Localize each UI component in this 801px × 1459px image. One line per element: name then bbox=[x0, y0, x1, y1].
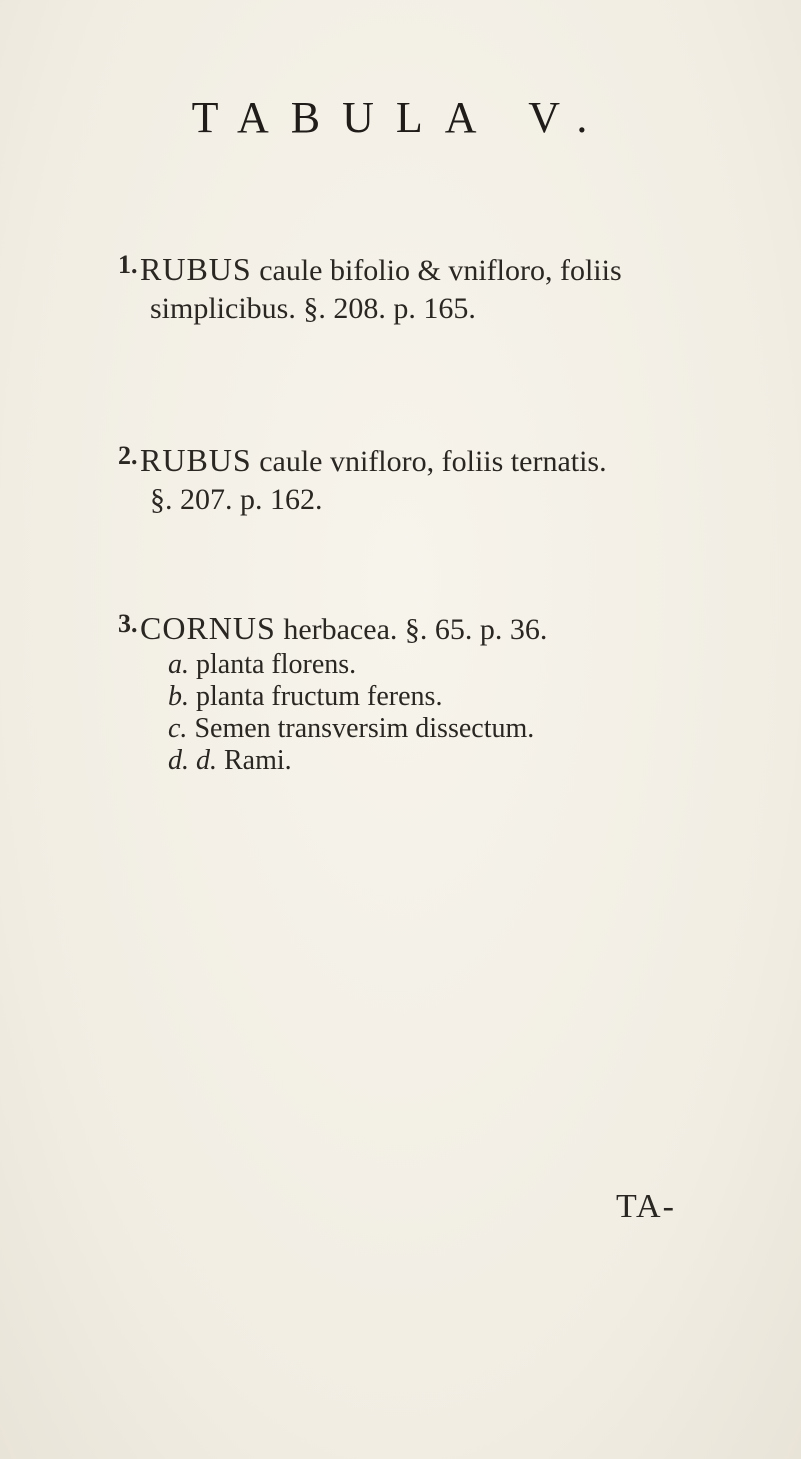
entry-line bbox=[140, 250, 622, 290]
plate-title: TABULA V. bbox=[191, 93, 610, 142]
entry-3 bbox=[118, 609, 548, 777]
entry-reference: simplicibus. §. 208. p. 165. bbox=[150, 292, 476, 325]
entry-number: 2. bbox=[118, 441, 138, 470]
entry-number: 3. bbox=[118, 609, 138, 638]
item-text: Rami. bbox=[224, 745, 292, 776]
item-text: Semen transversim dissectum. bbox=[194, 713, 535, 744]
item-letter: d. d. bbox=[168, 745, 217, 776]
entry-description: herbacea. §. 65. p. 36. bbox=[283, 613, 548, 646]
genus-name: RUBUS bbox=[140, 251, 252, 287]
list-item bbox=[140, 649, 547, 681]
entry-number: 1. bbox=[118, 250, 138, 279]
genus-name: RUBUS bbox=[140, 442, 252, 478]
list-item bbox=[140, 681, 547, 713]
entry-description: caule vnifloro, foliis ternatis. bbox=[259, 445, 607, 478]
item-letter: b. bbox=[168, 681, 189, 712]
entry-line bbox=[140, 441, 607, 481]
catchword: TA- bbox=[616, 1188, 676, 1225]
item-letter: c. bbox=[168, 713, 188, 744]
entry-line bbox=[140, 290, 622, 328]
entry-reference: §. 207. p. 162. bbox=[150, 483, 323, 516]
item-text: planta florens. bbox=[196, 649, 357, 680]
genus-name: CORNUS bbox=[140, 610, 276, 646]
entry-line bbox=[140, 481, 607, 519]
entry-2 bbox=[118, 441, 607, 519]
list-item bbox=[140, 713, 547, 745]
list-item bbox=[140, 745, 547, 777]
item-letter: a. bbox=[168, 649, 189, 680]
item-text: planta fructum ferens. bbox=[196, 681, 443, 712]
entry-line bbox=[140, 609, 547, 649]
entry-1 bbox=[118, 250, 622, 328]
entry-description: caule bifolio & vnifloro, foliis bbox=[259, 254, 622, 287]
